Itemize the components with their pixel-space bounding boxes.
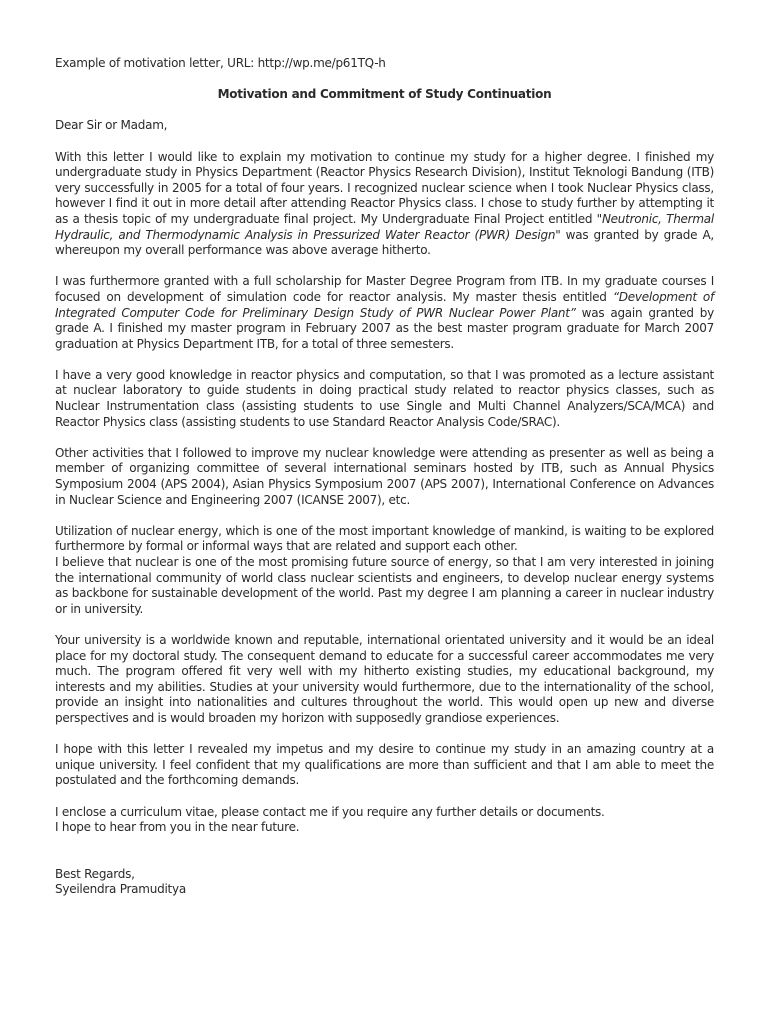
paragraph-text: Utilization of nuclear energy, which is one of the most important knowledge of mankind, is waiting to be explored furthermore by formal or informal ways that are related and support each other. (55, 523, 714, 554)
paragraph-text: I believe that nuclear is one of the most promising future source of energy, so that I am very interested in joining the international community of world class nuclear scientists and engineers, to develop nuclear energy systems as backbone for sustainable development of the world. Past my degree I am planning a career in nuclear industry or in university. (55, 555, 714, 616)
paragraph-text: I hope with this letter I revealed my impetus and my desire to continue my study in an amazing country at a unique university. I feel confident that my qualifications are more than sufficient and that I am able to meet the postulated and the forthcoming demands. (55, 742, 714, 788)
source-url-line: Example of motivation letter, URL: http://wp.me/p61TQ-h (55, 56, 386, 70)
paragraph-education (55, 150, 714, 259)
paragraph-master (55, 274, 714, 352)
paragraph-text: I was furthermore granted with a full scholarship for Master Degree Program from ITB. In my graduate courses I focused on development of simulation code for reactor analysis. My master thesis entitled (55, 274, 714, 304)
paragraph-text: " was granted by grade A, whereupon my overall performance was above average hitherto. (55, 227, 714, 258)
paragraph-text: Your university is a worldwide known and reputable, international orientated university and it would be an ideal place for my doctoral study. The consequent demand to educate for a successful career accommodates me very much. The program offered fit very well with my hitherto existing studies, my educational background, my interests and my abilities. Studies at your university would furthermore, due to the internationality of the school, provide an insight into nationalities and cultures throughout the world. This would open up new and diverse perspectives and is would broaden my horizon with supposedly grandiose experiences. (55, 632, 714, 725)
paragraph-nuclear-energy (55, 524, 714, 555)
paragraph-text: I have a very good knowledge in reactor physics and computation, so that I was promoted as a lecture assistant at nuclear laboratory to guide students in doing practical study related to reactor physics classes, such as Nuclear Instrumentation class (assisting students to use Single and Multi Channel Analyzers/SCA/MCA) and Reactor Physics class (assisting students to use Standard Reactor Analysis Code/SRAC). (55, 367, 714, 429)
paragraph-assistant (55, 368, 714, 430)
signoff: Best Regards, (55, 866, 135, 881)
signature-spacer (55, 836, 714, 867)
closing-line-future: I hope to hear from you in the near future. (55, 820, 300, 835)
undergraduate-project-title: Neutronic, Thermal Hydraulic, and Thermodynamic Analysis in Pressurized Water Reactor (PWR) Design (55, 211, 714, 242)
letter-page (55, 56, 714, 898)
paragraph-career (55, 555, 714, 617)
letter-title: Motivation and Commitment of Study Continuation (217, 87, 552, 102)
paragraph-university (55, 633, 714, 727)
paragraph-text: With this letter I would like to explain my motivation to continue my study for a higher degree. I finished my undergraduate study in Physics Department (Reactor Physics Research Division), Institut Teknologi Bandung (ITB) very successfully in 2005 for a total of four years. I recognized nuclear science when I took Nuclear Physics class, however I find it out in more detail after attending Reactor Physics class. I chose to study further by attempting it as a thesis topic of my undergraduate final project. My Undergraduate Final Project entitled " (55, 149, 714, 226)
master-thesis-title: “Development of Integrated Computer Code for Preliminary Design Study of PWR Nuclear Power Plant” (55, 289, 715, 320)
closing-line-cv: I enclose a curriculum vitae, please contact me if you require any further details or documents. (55, 804, 605, 819)
paragraph-conclusion (55, 742, 714, 789)
paragraph-activities (55, 446, 714, 508)
signature-name: Syeilendra Pramuditya (55, 882, 186, 897)
paragraph-text: Other activities that I followed to improve my nuclear knowledge were attending as presenter as well as being a member of organizing committee of several international seminars hosted by ITB, such as Annual Physics Symposium 2004 (APS 2004), Asian Physics Symposium 2007 (APS 2007), International Conference on Advances in Nuclear Science and Engineering 2007 (ICANSE 2007), etc. (55, 445, 714, 507)
paragraph-text: was again granted by grade A. I finished my master program in February 2007 as the best master program graduate for March 2007 graduation at Physics Department ITB, for a total of three semesters. (55, 305, 715, 351)
salutation: Dear Sir or Madam, (55, 118, 168, 133)
